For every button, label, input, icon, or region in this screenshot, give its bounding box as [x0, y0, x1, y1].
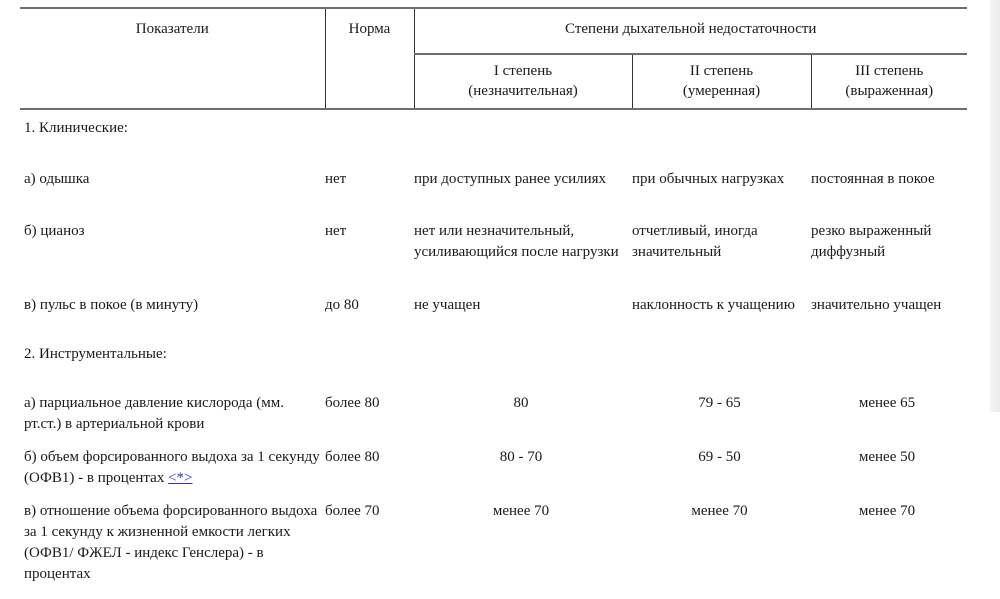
indicator-cell: в) пульс в покое (в минуту)	[24, 297, 199, 313]
degree-3-cell: резко выраженный диффузный	[811, 223, 932, 260]
degree-1-cell: при доступных ранее усилиях	[414, 171, 607, 187]
table-row	[20, 440, 967, 495]
indicator-cell: а) одышка	[24, 171, 90, 187]
degree-3-cell: менее 70	[858, 503, 916, 519]
degree-1-cell: нет или незначительный, усиливающийся после нагрузки	[414, 223, 619, 260]
degree-1-cell: 80	[513, 395, 529, 411]
degree-3-cell: менее 50	[858, 449, 916, 465]
table-row	[20, 215, 967, 289]
table-row	[20, 289, 967, 343]
degree-3-cell: постоянная в покое	[811, 171, 935, 187]
norm-cell: более 80	[325, 449, 380, 465]
norm-cell: нет	[325, 171, 347, 187]
footnote-link[interactable]: <*>	[168, 470, 193, 486]
degree-2-cell: отчетливый, иногда значительный	[632, 223, 758, 260]
degree-1-title: I степень	[493, 63, 553, 79]
norm-cell: более 70	[325, 503, 380, 519]
section-title: 2. Инструментальные:	[24, 346, 167, 362]
degree-2-cell: при обычных нагрузках	[632, 171, 785, 187]
degree-2-cell: 79 - 65	[698, 395, 741, 411]
norm-cell: до 80	[325, 297, 359, 313]
respiratory-failure-table	[20, 7, 967, 585]
degree-1-cell: менее 70	[492, 503, 550, 519]
degree-3-cell: значительно учащен	[811, 297, 942, 313]
degree-2-cell: наклонность к учащению	[632, 297, 795, 313]
section-title: 1. Клинические:	[24, 120, 128, 136]
degree-3-cell: менее 65	[858, 395, 916, 411]
section-row-instrumental	[20, 343, 967, 380]
degree-1-cell: не учащен	[414, 297, 481, 313]
header-degree-1	[414, 54, 632, 109]
degree-2-subtitle: (умеренная)	[682, 83, 761, 99]
norm-cell: более 80	[325, 395, 380, 411]
header-degrees-group: Степени дыхательной недостаточности	[414, 8, 967, 54]
indicator-cell: б) цианоз	[24, 223, 85, 239]
header-norm: Норма	[325, 8, 414, 109]
degree-1-cell: 80 - 70	[499, 449, 543, 465]
table-row	[20, 160, 967, 215]
table-row	[20, 495, 967, 585]
table-row	[20, 380, 967, 440]
header-degree-3	[811, 54, 967, 109]
degree-2-cell: менее 70	[691, 503, 748, 519]
indicator-cell	[20, 440, 325, 495]
degree-3-title: III степень	[855, 63, 924, 79]
header-degree-2	[632, 54, 811, 109]
indicator-cell: а) парциальное давление кислорода (мм. рт.ст.) в артериальной крови	[24, 395, 284, 432]
degree-3-subtitle: (выраженная)	[845, 83, 934, 99]
section-row-clinical	[20, 109, 967, 160]
header-indicators: Показатели	[20, 8, 325, 109]
indicator-text: б) объем форсированного выдоха за 1 секунду (ОФВ1) - в процентах	[24, 449, 320, 486]
degree-2-title: II степень	[689, 63, 754, 79]
indicator-cell: в) отношение объема форсированного выдоха за 1 секунду к жизненной емкости легких (ОФВ1/ ФЖЕЛ - индекс Генслера) - в процентах	[24, 503, 318, 582]
degree-2-cell: 69 - 50	[698, 449, 741, 465]
scrollbar-track[interactable]	[990, 0, 1000, 412]
norm-cell: нет	[325, 223, 347, 239]
degree-1-subtitle: (незначительная)	[468, 83, 578, 99]
